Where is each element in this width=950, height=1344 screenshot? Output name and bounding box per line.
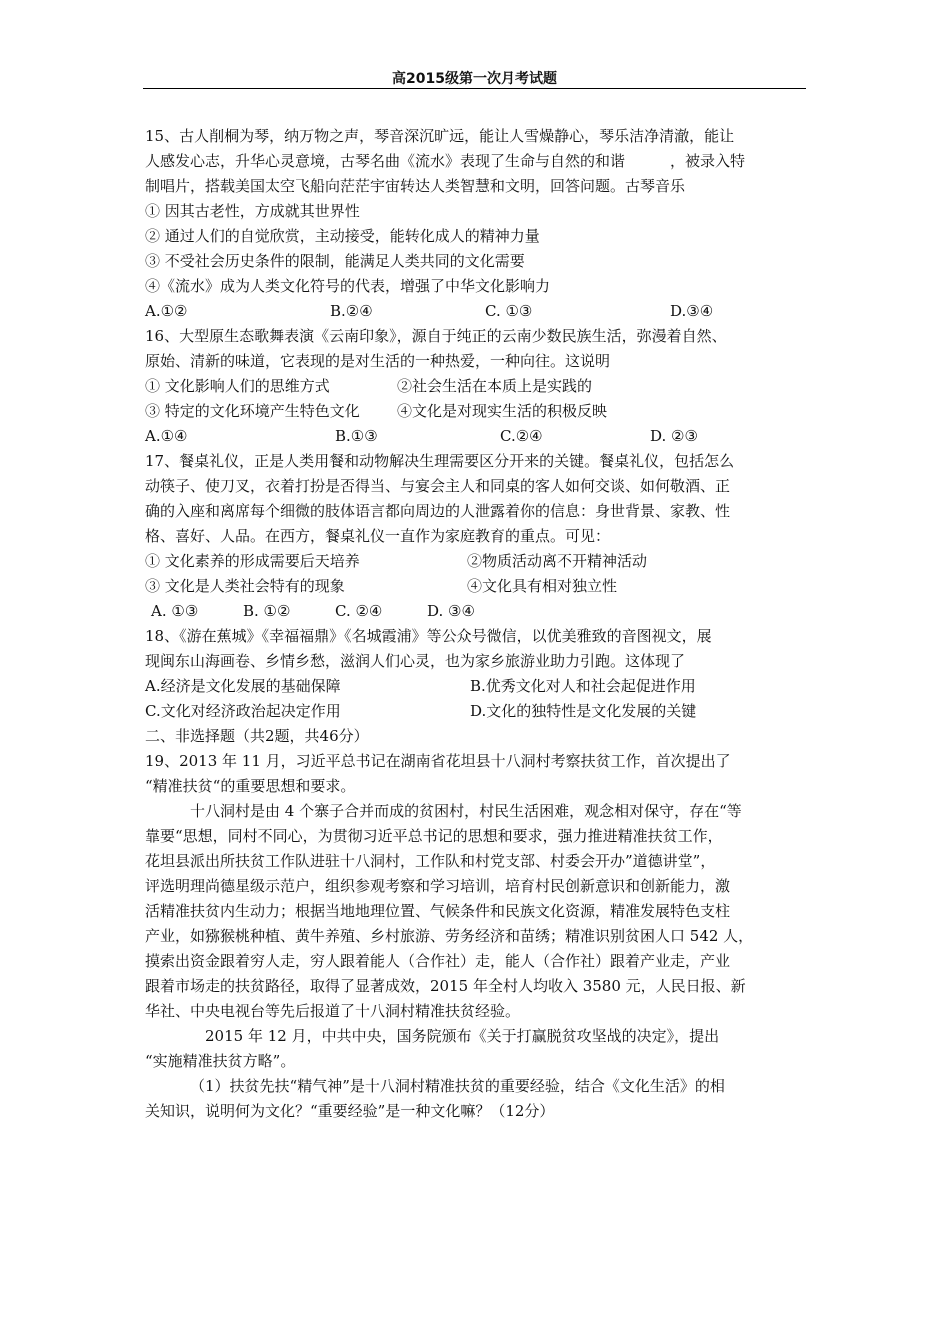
passage-line: 产业，如猕猴桃种植、黄牛养殖、乡村旅游、劳务经济和苗绣；精准识别贫困人口 542 人，	[145, 927, 754, 945]
question-text: 16、大型原生态歌舞表演《云南印象》，源自于纯正的云南少数民族生活，弥漫着自然、	[145, 327, 727, 345]
option-b: B.优秀文化对人和社会起促进作用	[470, 677, 696, 695]
option-a: A.经济是文化发展的基础保障	[145, 677, 341, 695]
question-text: 19、2013 年 11 月，习近平总书记在湖南省花坦县十八洞村考察扶贫工作，首次提出了	[145, 752, 731, 770]
question-text: 人感发心志，升华心灵意境，古琴名曲《流水》表现了生命与自然的和谐 ，被录入特	[145, 152, 746, 170]
passage-line: 花坦县派出所扶贫工作队进驻十八洞村，工作队和村党支部、村委会开办”道德讲堂”，	[145, 852, 716, 870]
sub-question-1	[145, 1074, 807, 1124]
question-text: 15、古人削桐为琴，纳万物之声，琴音深沉旷远，能让人雪燥静心，琴乐洁净清澈，能让	[145, 127, 735, 145]
header-rule	[143, 88, 806, 89]
option-d: D.③④	[670, 302, 714, 320]
question-19	[145, 749, 807, 1124]
passage-paragraph	[145, 1024, 807, 1074]
question-text: 17、餐桌礼仪，正是人类用餐和动物解决生理需要区分开来的关键。餐桌礼仪，包括怎么	[145, 452, 735, 470]
passage-line: 活精准扶贫内生动力；根据当地地理位置、气候条件和民族文化资源，精准发展特色支柱	[145, 902, 731, 920]
option-b: B. ①②	[243, 602, 291, 620]
passage-line: 靠要“思想，同村不同心，为贯彻习近平总书记的思想和要求，强力推进精准扶贫工作，	[145, 827, 723, 845]
answer-options	[145, 674, 807, 699]
statement-item: ① 文化素养的形成需要后天培养	[145, 552, 360, 570]
option-c: C.文化对经济政治起决定作用	[145, 702, 341, 720]
sub-question-text: （1）扶贫先扶“精气神”是十八洞村精准扶贫的重要经验，结合《文化生活》的相	[190, 1077, 725, 1095]
option-c: C.②④	[500, 427, 543, 445]
passage-line: 十八洞村是由 4 个寨子合并而成的贫困村，村民生活困难，观念相对保守，存在“等	[190, 802, 742, 820]
question-text: 原始、清新的味道，它表现的是对生活的一种热爱，一种向往。这说明	[145, 352, 611, 370]
question-text: 确的入座和离席每个细微的肢体语言都向周边的人泄露着你的信息：身世背景、家教、性	[145, 502, 731, 520]
option-d: D. ②③	[650, 427, 698, 445]
option-c: C. ②④	[335, 602, 383, 620]
statement-item: ① 因其古老性，方成就其世界性	[145, 202, 360, 220]
option-c: C. ①③	[485, 302, 533, 320]
question-16	[145, 324, 807, 449]
question-17	[145, 449, 807, 624]
statement-row	[145, 574, 807, 599]
statement-item: ③ 不受社会历史条件的限制，能满足人类共同的文化需要	[145, 252, 525, 270]
passage-line: 华社、中央电视台等先后报道了十八洞村精准扶贫经验。	[145, 1002, 521, 1020]
question-text: 动筷子、使刀叉，衣着打扮是否得当、与宴会主人和同桌的客人如何交谈、如何敬酒、正	[145, 477, 731, 495]
question-text: 现闽东山海画卷、乡情乡愁，滋润人们心灵，也为家乡旅游业助力引跑。这体现了	[145, 652, 686, 670]
statement-item: ④文化是对现实生活的积极反映	[397, 402, 608, 420]
statement-item: ③ 特定的文化环境产生特色文化	[145, 402, 360, 420]
option-a: A.①④	[145, 427, 188, 445]
question-15	[145, 124, 807, 324]
option-a: A.①②	[145, 302, 188, 320]
question-text: “精准扶贫“的重要思想和要求。	[145, 777, 356, 795]
option-b: B.①③	[335, 427, 378, 445]
statement-row	[145, 399, 807, 424]
question-18	[145, 624, 807, 724]
answer-options	[145, 599, 807, 624]
statement-item: ② 通过人们的自觉欣赏，主动接受，能转化成人的精神力量	[145, 227, 540, 245]
question-text: 18、《游在蕉城》《幸福福鼎》《名城霞浦》等公众号微信，以优美雅致的音图视文，展	[145, 627, 712, 645]
answer-options	[145, 299, 807, 324]
answer-options	[145, 699, 807, 724]
statement-item: ④文化具有相对独立性	[467, 577, 618, 595]
answer-options	[145, 424, 807, 449]
passage-line: 2015 年 12 月，中共中央，国务院颁布《关于打赢脱贫攻坚战的决定》，提出	[205, 1027, 720, 1045]
passage-line: 摸索出资金跟着穷人走，穷人跟着能人（合作社）走，能人（合作社）跟着产业走，产业	[145, 952, 731, 970]
statement-row	[145, 374, 807, 399]
passage-paragraph	[145, 799, 807, 1024]
question-text: 制唱片，搭载美国太空飞船向茫茫宇宙转达人类智慧和文明，回答问题。古琴音乐	[145, 177, 686, 195]
statement-item: ④《流水》成为人类文化符号的代表，增强了中华文化影响力	[145, 277, 551, 295]
passage-line: 评选明理尚德星级示范户，组织参观考察和学习培训，培育村民创新意识和创新能力，激	[145, 877, 731, 895]
statement-item: ① 文化影响人们的思维方式	[145, 377, 330, 395]
passage-line: “实施精准扶贫方略”。	[145, 1052, 296, 1070]
option-a: A. ①③	[151, 602, 199, 620]
exam-content	[145, 124, 807, 1124]
page-header: 高2015级第一次月考试题	[392, 71, 557, 87]
statement-item: ②社会生活在本质上是实践的	[397, 377, 593, 395]
sub-question-text: 关知识，说明何为文化？“重要经验”是一种文化嘛？（12分）	[145, 1102, 555, 1120]
statement-row	[145, 549, 807, 574]
statement-item: ③ 文化是人类社会特有的现象	[145, 577, 345, 595]
passage-line: 跟着市场走的扶贫路径，取得了显著成效，2015 年全村人均收入 3580 元，人民日报、新	[145, 977, 746, 995]
option-d: D. ③④	[427, 602, 475, 620]
question-text: 格、喜好、人品。在西方，餐桌礼仪一直作为家庭教育的重点。可见：	[145, 527, 611, 545]
section-title: 二、非选择题（共2题，共46分）	[145, 727, 369, 745]
option-d: D.文化的独特性是文化发展的关键	[470, 702, 697, 720]
statement-item: ②物质活动离不开精神活动	[467, 552, 648, 570]
option-b: B.②④	[330, 302, 373, 320]
